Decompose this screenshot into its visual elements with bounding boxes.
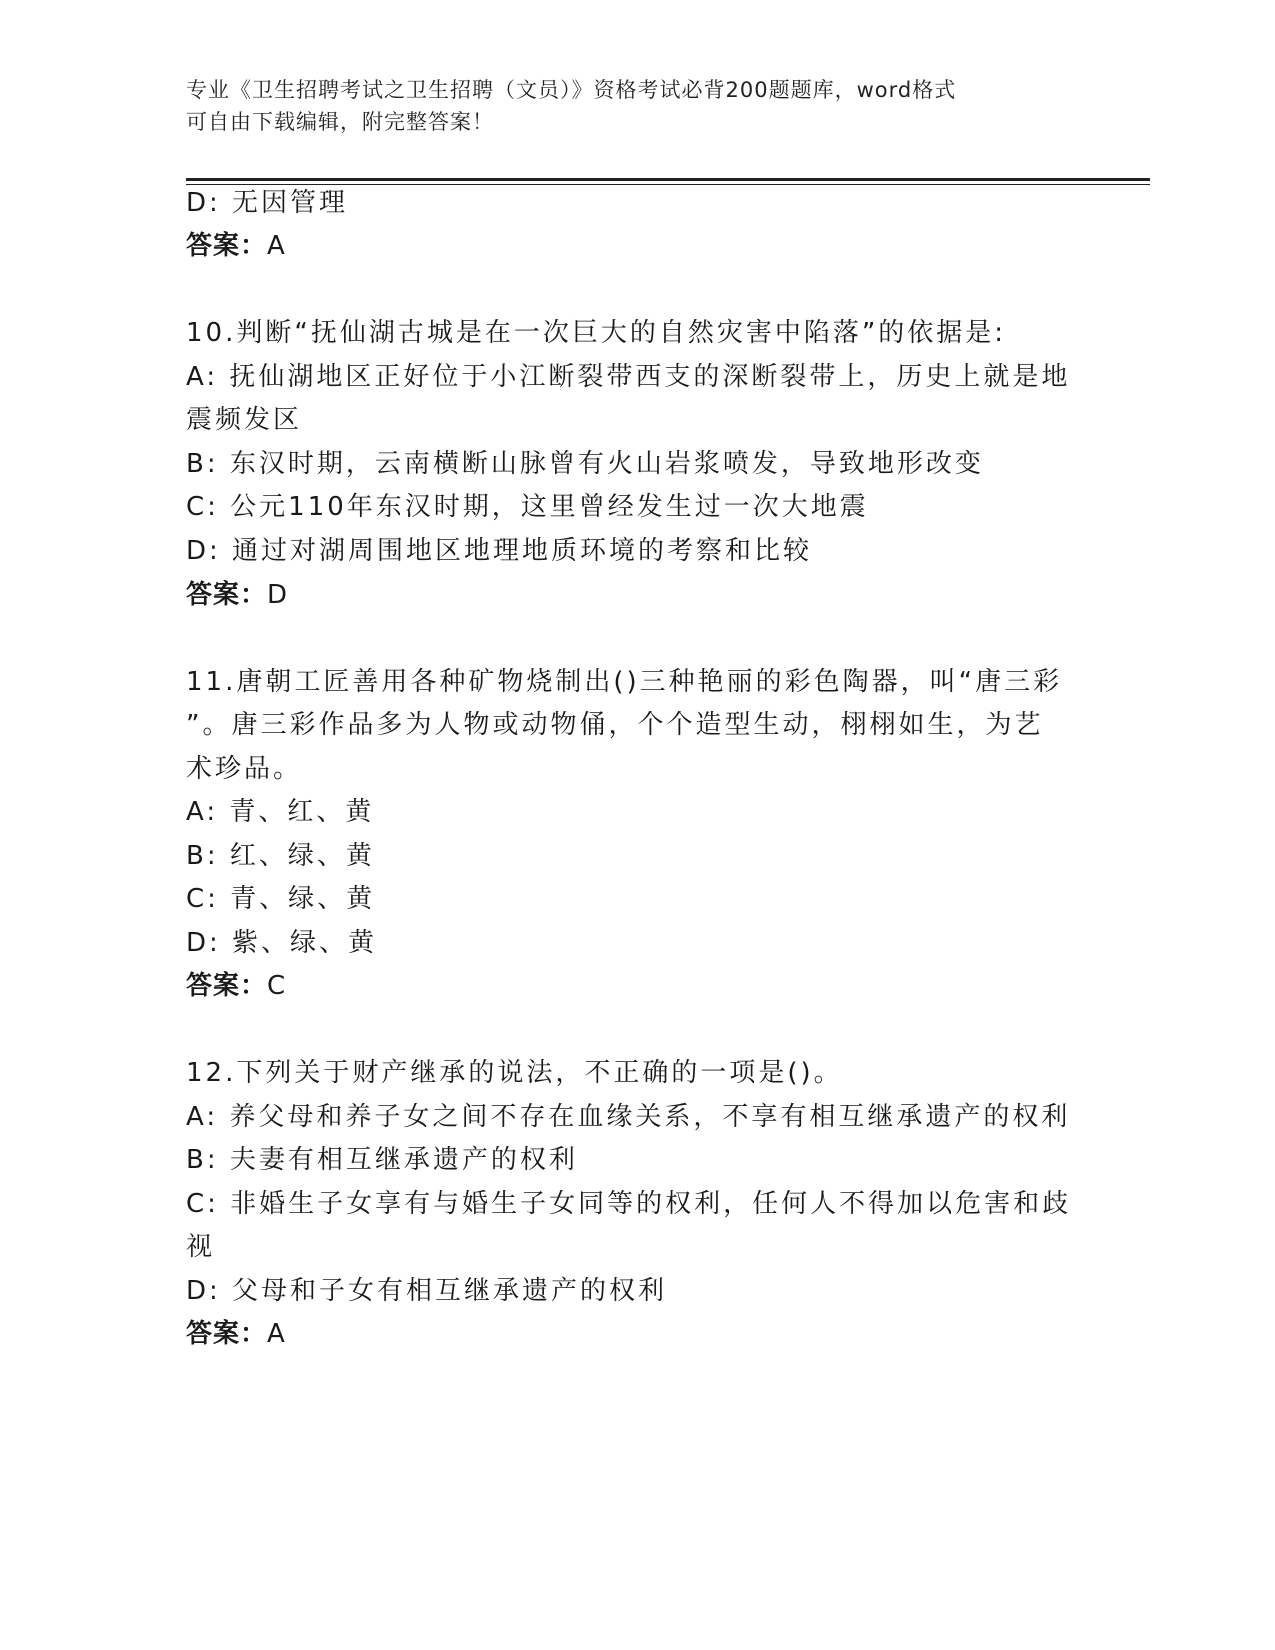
q11-answer — [186, 968, 1086, 1004]
q10-option-b: B: 东汉时期，云南横断山脉曾有火山岩浆喷发，导致地形改变 — [186, 449, 984, 479]
q11-option-a: A: 青、红、黄 — [186, 797, 375, 827]
answer-label: 答案： — [186, 971, 268, 1001]
q9-answer — [186, 228, 1086, 264]
q10-answer — [186, 577, 1086, 613]
q12-option-c-line-2: 视 — [186, 1232, 216, 1262]
q12-option-b: B: 夫妻有相互继承遗产的权利 — [186, 1145, 578, 1175]
q11-option-d: D: 紫、绿、黄 — [186, 928, 378, 958]
q12-answer — [186, 1316, 1086, 1352]
q9-answer-value: A — [267, 231, 286, 261]
q11-stem-line-1: 11.唐朝工匠善用各种矿物烧制出()三种艳丽的彩色陶器，叫“唐三彩 — [186, 667, 1063, 697]
q11-stem-line-2: ”。唐三彩作品多为人物或动物俑，个个造型生动，栩栩如生，为艺 — [186, 710, 1044, 740]
q10-answer-value: D — [267, 580, 289, 610]
q11-answer-value: C — [267, 971, 287, 1001]
q10-stem: 10.判断“抚仙湖古城是在一次巨大的自然灾害中陷落”的依据是: — [186, 318, 1007, 348]
q9-option-d: D: 无因管理 — [186, 188, 349, 218]
answer-label: 答案： — [186, 580, 268, 610]
header-line-1: 专业《卫生招聘考试之卫生招聘（文员）》资格考试必背200题题库，word格式 — [186, 78, 957, 102]
q12-answer-value: A — [267, 1319, 286, 1349]
q11-option-b: B: 红、绿、黄 — [186, 841, 375, 871]
q11-stem-line-3: 术珍品。 — [186, 754, 303, 784]
q10-option-d: D: 通过对湖周围地区地理地质环境的考察和比较 — [186, 536, 813, 566]
header-line-2: 可自由下载编辑，附完整答案！ — [186, 110, 494, 134]
answer-label: 答案： — [186, 1319, 268, 1349]
q10-option-c: C: 公元110年东汉时期，这里曾经发生过一次大地震 — [186, 492, 869, 522]
document-header — [186, 74, 1086, 138]
q12-option-d: D: 父母和子女有相互继承遗产的权利 — [186, 1276, 668, 1306]
q12-option-c-line-1: C: 非婚生子女享有与婚生子女同等的权利，任何人不得加以危害和歧 — [186, 1189, 1072, 1219]
q12-stem: 12.下列关于财产继承的说法，不正确的一项是()。 — [186, 1058, 843, 1088]
q10-option-a-line-2: 震频发区 — [186, 405, 303, 435]
header-divider-thick — [186, 178, 1150, 181]
q10-option-a-line-1: A: 抚仙湖地区正好位于小江断裂带西支的深断裂带上，历史上就是地 — [186, 362, 1071, 392]
q11-option-c: C: 青、绿、黄 — [186, 884, 376, 914]
answer-label: 答案： — [186, 231, 268, 261]
q12-option-a: A: 养父母和养子女之间不存在血缘关系，不享有相互继承遗产的权利 — [186, 1102, 1071, 1132]
